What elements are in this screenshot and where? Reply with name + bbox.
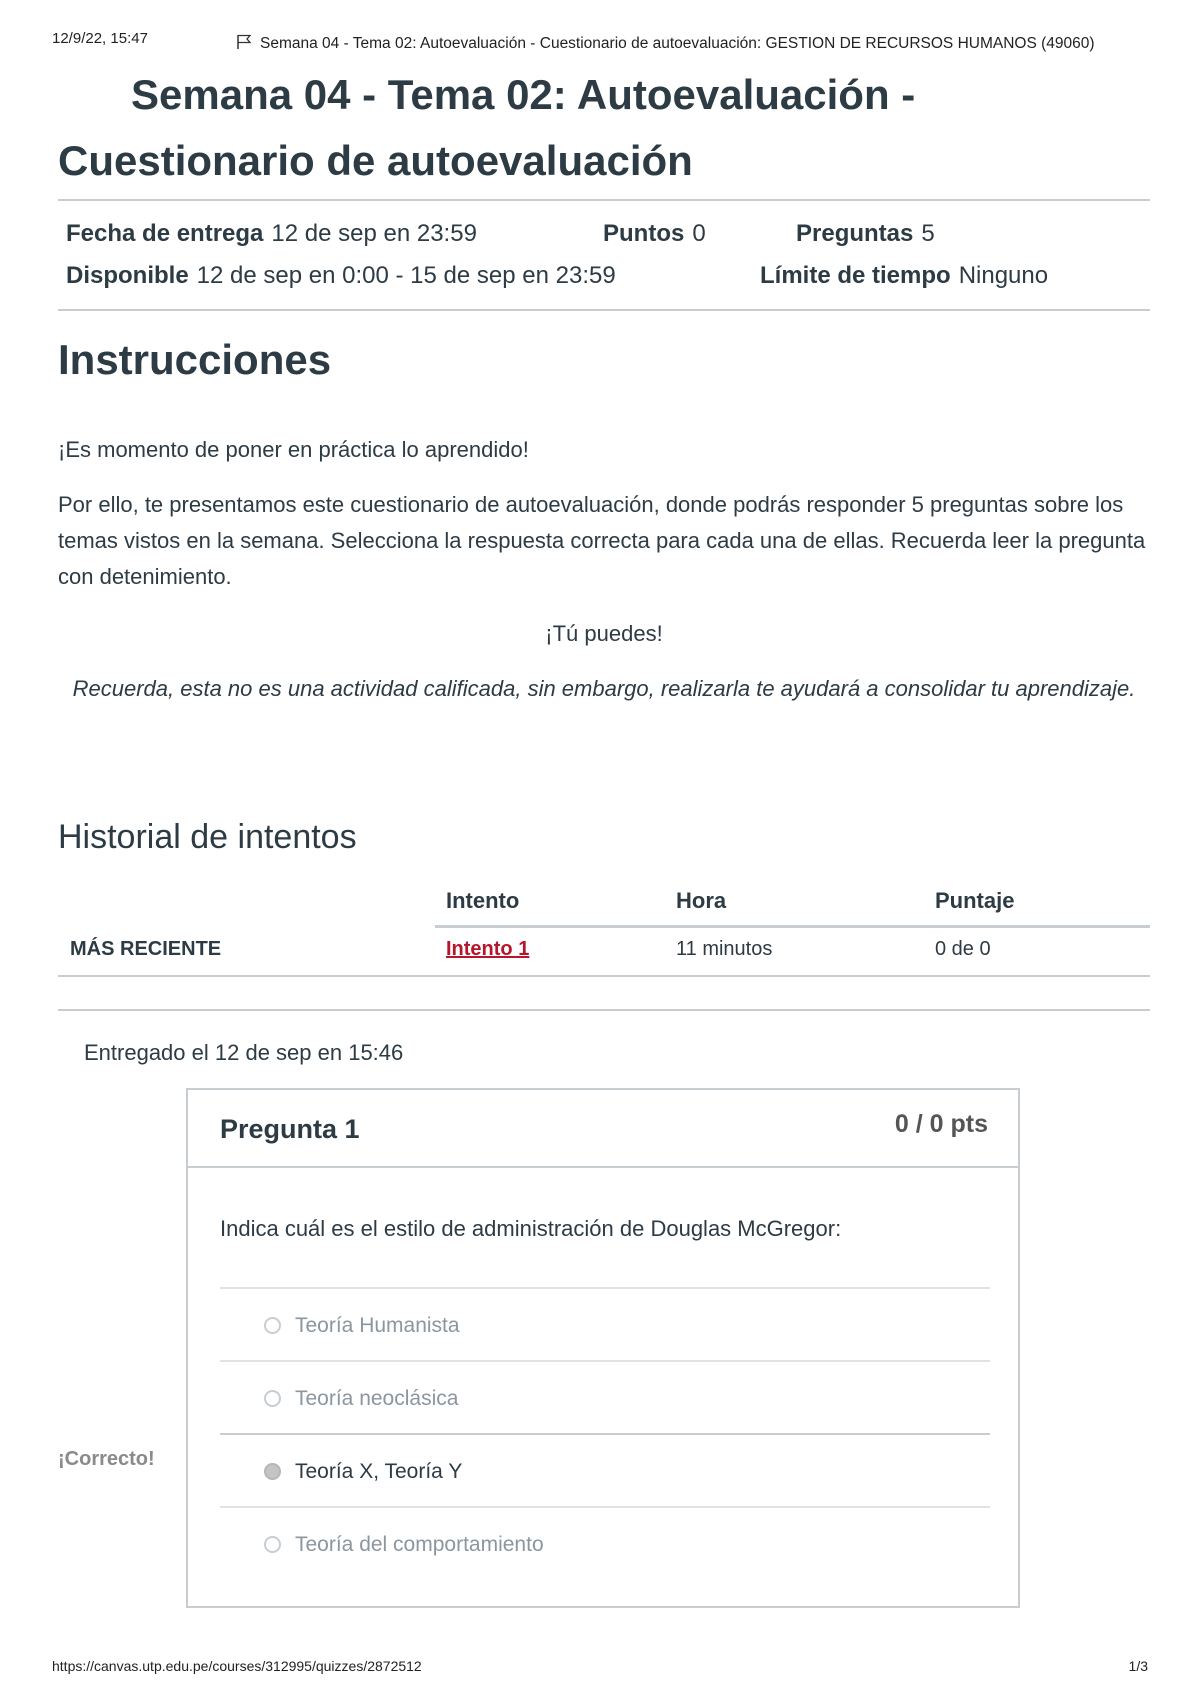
- answer-option[interactable]: [264, 1533, 544, 1557]
- meta-points-value: 0: [692, 220, 706, 247]
- answer-option-label: Teoría neoclásica: [295, 1387, 459, 1410]
- divider: [58, 309, 1150, 311]
- instructions-paragraph: Por ello, te presentamos este cuestionario de autoevaluación, donde podrás responder 5 preguntas sobre los temas vistos en la semana. Selecciona la respuesta correcta para cada una de ellas. Recuerda leer la pregunta con detenimiento.: [58, 492, 1146, 589]
- meta-available-value: 12 de sep en 0:00 - 15 de sep en 23:59: [196, 262, 616, 289]
- question-points: 0 / 0 pts: [894, 1110, 988, 1138]
- question-card: [186, 1088, 1020, 1608]
- table-header-rule: [435, 925, 1150, 928]
- correct-flag: ¡Correcto!: [58, 1448, 155, 1470]
- radio-checked-icon[interactable]: [264, 1463, 281, 1480]
- page-title-line1: Semana 04 - Tema 02: Autoevaluación -: [131, 71, 916, 118]
- option-divider: [220, 1287, 990, 1289]
- radio-icon[interactable]: [264, 1536, 281, 1553]
- print-footer: [52, 1658, 1148, 1674]
- answer-option-label: Teoría del comportamiento: [295, 1533, 544, 1556]
- meta-time-limit: [760, 262, 1048, 290]
- history-row-attempt: [446, 938, 529, 961]
- divider: [58, 1009, 1150, 1011]
- question-text: Indica cuál es el estilo de administración de Douglas McGregor:: [220, 1216, 842, 1241]
- answer-option[interactable]: [264, 1314, 460, 1338]
- option-divider: [220, 1506, 990, 1508]
- answer-option-label: Teoría X, Teoría Y: [295, 1460, 463, 1483]
- print-doc-title: [236, 34, 1095, 53]
- submitted-text: Entregado el 12 de sep en 15:46: [84, 1040, 404, 1065]
- instructions-heading: Instrucciones: [58, 336, 332, 383]
- answer-option-selected[interactable]: [264, 1460, 462, 1484]
- meta-time-limit-label: Límite de tiempo: [760, 262, 951, 289]
- history-row-time: 11 minutos: [676, 938, 773, 960]
- meta-available-label: Disponible: [66, 262, 189, 289]
- table-row-rule: [58, 975, 1150, 977]
- print-doc-title-text: Semana 04 - Tema 02: Autoevaluación - Cuestionario de autoevaluación: GESTION DE RECURSOS HUMANOS (49060): [260, 35, 1095, 52]
- answer-option-label: Teoría Humanista: [295, 1314, 460, 1337]
- print-header: [52, 28, 1148, 58]
- history-heading: Historial de intentos: [58, 818, 357, 856]
- instructions-paragraph: ¡Es momento de poner en práctica lo aprendido!: [58, 437, 529, 462]
- meta-due: [66, 220, 477, 248]
- meta-questions-label: Preguntas: [796, 220, 914, 247]
- meta-time-limit-value: Ninguno: [958, 262, 1049, 289]
- question-title: Pregunta 1: [220, 1114, 360, 1144]
- history-col-attempt: Intento: [446, 888, 520, 913]
- meta-questions-value: 5: [921, 220, 935, 247]
- meta-due-label: Fecha de entrega: [66, 220, 264, 247]
- history-row-score: 0 de 0: [935, 938, 991, 960]
- print-page-number: 1/3: [1128, 1658, 1148, 1674]
- instructions-paragraph: ¡Tú puedes!: [545, 621, 663, 646]
- divider: [58, 199, 1150, 201]
- meta-due-value: 12 de sep en 23:59: [271, 220, 477, 247]
- page-title-line2: Cuestionario de autoevaluación: [58, 137, 693, 184]
- history-col-score: Puntaje: [935, 888, 1015, 913]
- meta-points: [603, 220, 706, 248]
- answer-option[interactable]: [264, 1387, 458, 1411]
- attempt-link[interactable]: Intento 1: [446, 938, 530, 960]
- print-url: https://canvas.utp.edu.pe/courses/312995/quizzes/2872512: [52, 1658, 422, 1674]
- question-header: [188, 1090, 1018, 1168]
- radio-icon[interactable]: [264, 1317, 281, 1334]
- radio-icon[interactable]: [264, 1390, 281, 1407]
- option-divider: [220, 1433, 990, 1435]
- instructions-note: Recuerda, esta no es una actividad calificada, sin embargo, realizarla te ayudará a consolidar tu aprendizaje.: [72, 676, 1136, 701]
- history-col-time: Hora: [676, 888, 727, 913]
- quiz-flag-icon: [236, 34, 254, 50]
- history-row-label: MÁS RECIENTE: [70, 938, 222, 960]
- page-title: [58, 62, 1138, 194]
- meta-available: [66, 262, 616, 290]
- meta-questions: [796, 220, 935, 248]
- print-datetime: 12/9/22, 15:47: [52, 30, 148, 47]
- option-divider: [220, 1360, 990, 1362]
- meta-points-label: Puntos: [603, 220, 685, 247]
